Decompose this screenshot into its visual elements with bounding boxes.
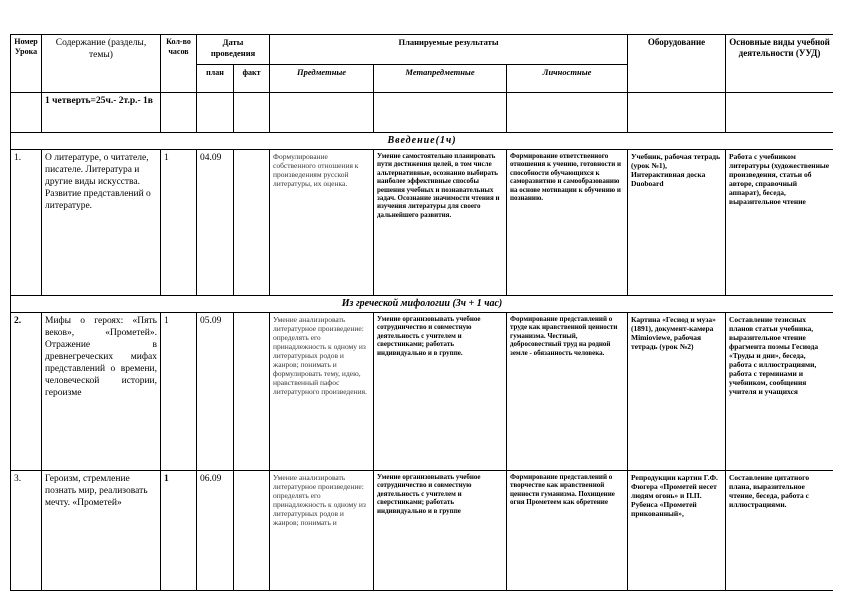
lesson-fact-date [234, 471, 270, 591]
lesson-meta-results: Умение самостоятельно планировать пути достижения целей, в том числе альтернативные, осознанно выбирать наиболее эффективные способы решения учебных и познавательных задач. Осознание значимости чтения и изучения литературы для своего дальнейшего развития. [374, 150, 507, 296]
section-row-intro [11, 133, 834, 150]
lesson-number: 2. [11, 313, 42, 471]
lesson-fact-date [234, 313, 270, 471]
col-meta: Метапредметные [374, 65, 507, 93]
section-title-myth: Из греческой мифологии (3ч + 1 час) [11, 296, 834, 313]
lesson-equipment: Репродукции картин Г.Ф. Фюгера «Прометей несет людям огонь» и П.П. Рубенса «Прометей прикованный», [628, 471, 726, 591]
col-lesson-no: Номер Урока [11, 35, 42, 93]
section-row-myth [11, 296, 834, 313]
section-title-intro: Введение(1ч) [11, 133, 834, 150]
col-activities: Основные виды учебной деятельности (УУД) [726, 35, 833, 93]
lesson-subject-results: Умение анализировать литературное произведение: определять его принадлежность к одному из литературных родов и жанров; понимать и [270, 471, 374, 591]
lesson-hours: 1 [161, 150, 197, 296]
lesson-meta-results: Умение организовывать учебное сотрудничество и совместную деятельность с учителем и сверстниками; работать индивидуально и в группе [374, 471, 507, 591]
lesson-plan-date: 04.09 [197, 150, 234, 296]
header-row-1 [11, 35, 834, 65]
col-results: Планируемые результаты [270, 35, 628, 65]
col-content: Содержание (разделы, темы) [42, 35, 161, 93]
col-equipment: Оборудование [628, 35, 726, 93]
quarter-row [11, 93, 834, 133]
lesson-equipment: Учебник, рабочая тетрадь (урок №1), Интерактивная доска Duoboard [628, 150, 726, 296]
table-row [11, 150, 834, 296]
lesson-topic: О литературе, о читателе, писателе. Литература и другие виды искусства. Развитие представлений о литературе. [42, 150, 161, 296]
lesson-meta-results: Умение организовывать учебное сотрудничество и совместную деятельность с учителем и сверстниками; работать индивидуально и в группе. [374, 313, 507, 471]
table-row [11, 471, 834, 591]
lesson-plan-date: 06.09 [197, 471, 234, 591]
lesson-topic: Мифы о героях: «Пять веков», «Прометей». Отражение в древнегреческих мифах представлений о времени, человеческой истории, героизме [42, 313, 161, 471]
lesson-topic: Героизм, стремление познать мир, реализовать мечту. «Прометей» [42, 471, 161, 591]
lesson-activities: Составление цитатного плана, выразительное чтение, беседа, работа с иллюстрациями. [726, 471, 833, 591]
lesson-number: 1. [11, 150, 42, 296]
lesson-activities: Работа с учебником литературы (художественные произведения, статьи об авторе, справочный аппарат), беседа, выразительное чтение [726, 150, 833, 296]
lesson-plan-table [10, 34, 833, 591]
lesson-personal-results: Формирование ответственного отношения к учению, готовности и способности обучающихся к саморазвитию и самообразованию на основе мотивации к обучению и познанию. [507, 150, 628, 296]
lesson-fact-date [234, 150, 270, 296]
lesson-equipment: Картина «Гесиод и муза» (1891), документ-камера Mimioviewe, рабочая тетрадь (урок №2) [628, 313, 726, 471]
lesson-subject-results: Формулирование собственного отношения к произведениям русской литературы, их оценка. [270, 150, 374, 296]
col-dates: Даты проведения [197, 35, 270, 65]
lesson-plan-sheet [10, 34, 833, 595]
col-personal: Личностные [507, 65, 628, 93]
col-subject: Предметные [270, 65, 374, 93]
lesson-personal-results: Формирование представлений о труде как нравственной ценности гуманизма. Честный, добросовестный труд на родной земле - обязанность человека. [507, 313, 628, 471]
lesson-personal-results: Формирование представлений о творчестве как нравственной ценности гуманизма. Похищение огня Прометеем как обретение [507, 471, 628, 591]
lesson-hours: 1 [161, 313, 197, 471]
col-plan: план [197, 65, 234, 93]
lesson-plan-date: 05.09 [197, 313, 234, 471]
lesson-number: 3. [11, 471, 42, 591]
quarter-label: 1 четверть=25ч.- 2т.р.- 1в [42, 93, 161, 133]
table-row [11, 313, 834, 471]
lesson-hours: 1 [161, 471, 197, 591]
col-hours: Кол-во часов [161, 35, 197, 93]
col-fact: факт [234, 65, 270, 93]
lesson-activities: Составление тезисных планов статьи учебника, выразительное чтение фрагмента поэмы Гесиода «Труды и дни», беседа, работа с иллюстрациями, работа с терминами и учебником, сообщения учителя и учащихся [726, 313, 833, 471]
lesson-subject-results: Умение анализировать литературное произведение: определять его принадлежность к одному из литературных родов и жанров; понимать и формулировать тему, идею, нравственный пафос литературного произведения. [270, 313, 374, 471]
